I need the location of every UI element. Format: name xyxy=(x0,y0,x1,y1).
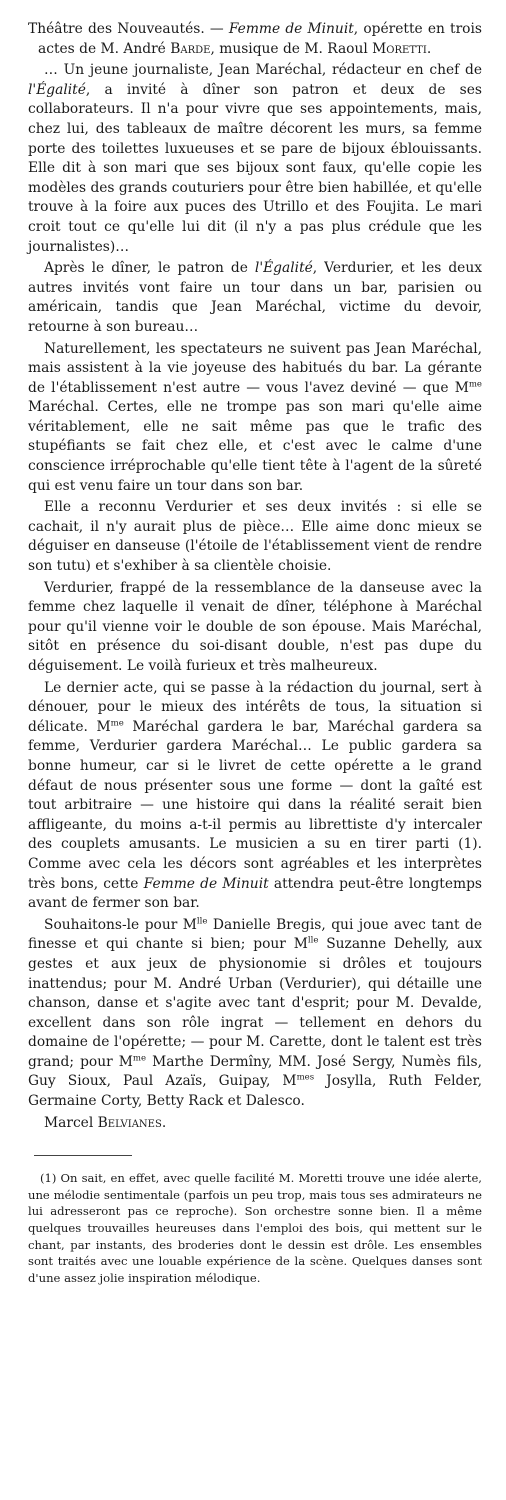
play-title: Femme de Minuit xyxy=(143,875,269,892)
play-title: Femme de Minuit xyxy=(228,21,354,37)
paragraph-7: Souhaitons-le pour $M^{lle}$ Danielle Bregis, qui joue avec tant de finesse et qui chante si bien; pour $M^{lle}$ Suzanne Dehelly, aux gestes et aux jeux de physionomie si drôles et toujours inattendus; pour M. André Urban (Verdurier), qui détaille une chanson, danse et s'agite avec tant d'esprit; pour M. Devalde, excellent dans son rôle ingrat — tellement en dehors du domaine de l'opérette; — pour M. Carette, dont le talent est très grand; pour $M^{me}$ Marthe Dermîny, MM. José Sergy, Numès fils, Guy Sioux, Paul Azaïs, Guipay, $M^{mes}$ Josylla, Ruth Felder, Germaine Corty, Betty Rack et Dalesco. xyxy=(28,916,482,1110)
paragraph-3: Naturellement, les spectateurs ne suivent pas Jean Maréchal, mais assistent à la vie joyeuse des habitués du bar. La gérante de l'établissement n'est autre — vous l'avez deviné — que $M^{me}$ Maréchal. Certes, elle ne trompe pas son mari qu'elle aime véritablement, elle ne sait même pas que le trafic des stupéfiants se fait chez elle, et c'est avec le calme d'une conscience irréprochable qu'elle tient tête à l'agent de la sûreté qui est venu faire un tour dans son bar. xyxy=(28,340,482,494)
paragraph-1: … Un jeune journaliste, Jean Maréchal, rédacteur en chef de l'Égalité, a invité à dîner son patron et deux de ses collaborateurs. Il n'a pour vivre que ses appointements, mais, chez lui, des tableaux de maître décorent les murs, sa femme porte des toilettes luxueuses et se pare de bijoux éblouissants. Elle dit à son mari que ses bijoux sont faux, qu'elle copie les modèles des grands couturiers pour être bien habillée, et qu'elle trouve à la foire aux puces des Utrillo et des Foujita. Le mari croit tout ce qu'elle lui dit (il n'y a pas plus crédule que les journalistes)… xyxy=(28,62,482,255)
review-heading: Théâtre des Nouveautés. — Femme de Minuit, opérette en trois actes de M. André Barde, musique de M. Raoul Moretti. xyxy=(28,21,482,57)
paragraph-6: Le dernier acte, qui se passe à la rédaction du journal, sert à dénouer, pour le mieux des intérêts de tous, la situation si délicate. $M^{me}$ Maréchal gardera le bar, Maréchal gardera sa femme, Verdurier gardera Maréchal… Le public gardera sa bonne humeur, car si le livret de cette opérette a le grand défaut de nous présenter sous une forme — dont la gaîté est tout arbitraire — une histoire qui dans la réalité serait bien affligeante, du moins a-t-il permis au librettiste d'y intercaler des couplets amusants. Le musicien a su en tirer parti (1). Comme avec cela les décors sont agréables et les interprètes très bons, cette Femme de Minuit attendra peut-être longtemps avant de fermer son bar. xyxy=(28,679,482,912)
paragraph-2: Après le dîner, le patron de l'Égalité, Verdurier, et les deux autres invités vont faire un tour dans un bar, parisien ou américain, tandis que Jean Maréchal, victime du devoir, retourne à son bureau… xyxy=(28,260,482,335)
paragraph-4: Elle a reconnu Verdurier et ses deux invités : si elle se cachait, il n'y aurait plus de pièce… Elle aime donc mieux se déguiser en danseuse (l'étoile de l'établissement vient de rendre son tutu) et s'exhiber à sa clientèle choisie. xyxy=(28,499,482,575)
theatre-name: Théâtre des Nouveautés. xyxy=(28,21,205,37)
review-article xyxy=(28,20,482,1133)
newspaper-name: l'Égalité xyxy=(28,81,86,98)
paragraph-5: Verdurier, frappé de la ressemblance de la danseuse avec la femme chez laquelle il venait de dîner, téléphone à Maréchal pour qu'il vienne voir le double de son épouse. Mais Maréchal, sitôt en présence du soi-disant double, n'est pas dupe du déguisement. Le voilà furieux et très malheureux. xyxy=(28,579,482,674)
composer-name: Moretti xyxy=(372,40,427,57)
footnote-divider xyxy=(34,1155,132,1156)
librettist-name: Barde xyxy=(170,40,211,57)
footnote-text: (1) On sait, en effet, avec quelle facilité M. Moretti trouve une idée alerte, une mélodie sentimentale (parfois un peu trop, mais tous ses admirateurs ne lui adresseront pas ce reproche). Son orchestre sonne bien. Il a même quelques trouvailles heureuses dans l'emploi des bois, qui mettent sur le chant, par instants, des broderies dont le dessin est drôle. Les ensembles sont traités avec une louable expérience de la scène. Quelques danses sont d'une assez jolie inspiration mélodique. xyxy=(28,1171,482,1285)
signature: Marcel Belvianes. xyxy=(44,1114,167,1131)
newspaper-name: l'Égalité xyxy=(254,260,313,277)
footnote xyxy=(28,1170,482,1286)
